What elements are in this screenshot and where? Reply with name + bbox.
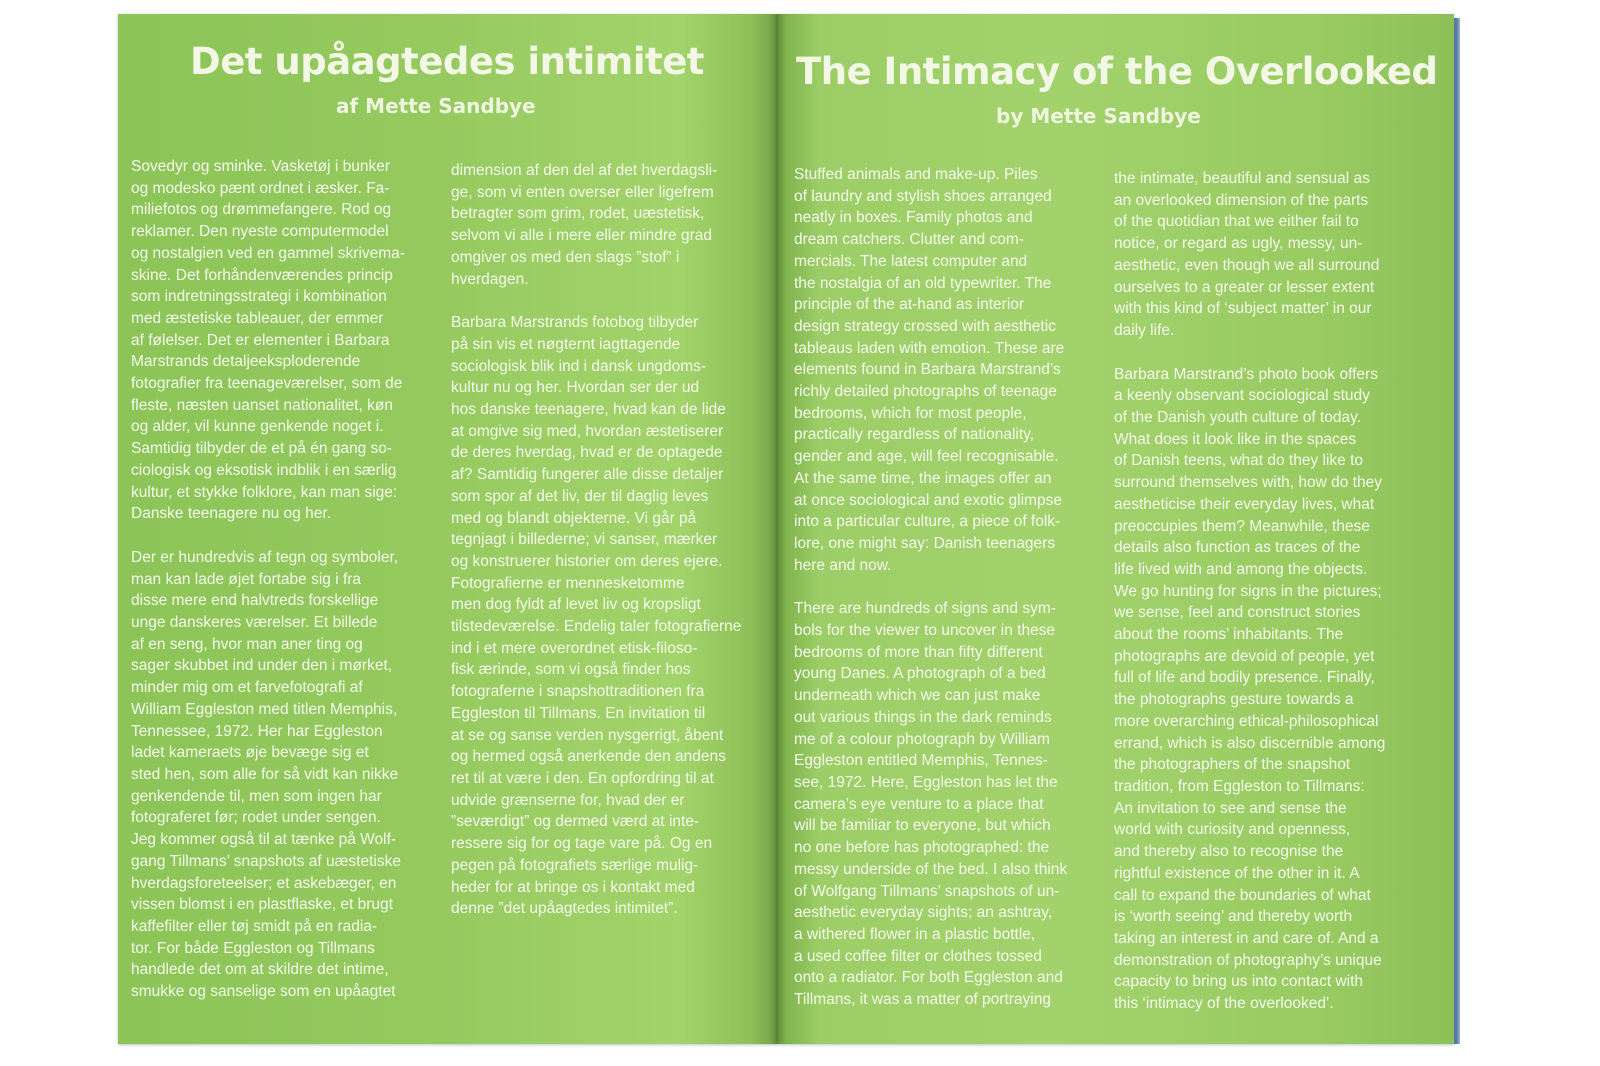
danish-byline: af Mette Sandbye bbox=[336, 94, 536, 118]
english-column-2 bbox=[1114, 168, 1429, 1037]
paragraph: Der er hundredvis af tegn og symboler, man kan lade øjet fortabe sig i fra disse mere end halvtreds forskellige unge danskeres værelser. Et billede af en seng, hvor man aner ting og sager skubbet ind under den i mørket, minder mig om et farvefotografi af William Eggleston med titlen Memphis, Tennessee, 1972. Her har Eggleston ladet kameraets øje bevæge sig et sted hen, som alle for så vidt kan nikke genkendende til, men som ingen har fotograferet før; rodet under sengen. Jeg kommer også til at tænke på Wolf- gang Tillmans’ snapshots af uæstetiske hverdagsforeteelser; et askebæger, en vissen blomst i en plastflaske, et brugt kaffefilter eller tøj smidt på en radia- tor. For både Eggleston og Tillmans handlede det om at skildre det intime, smukke og sanselige som en upåagtet bbox=[131, 548, 401, 1001]
danish-column-2 bbox=[451, 160, 763, 942]
paragraph: the intimate, beautiful and sensual as an overlooked dimension of the parts of the quotidian that we either fail to notice, or regard as ugly, messy, un- aesthetic, even though we all surround ourselves to a greater or lesser extent with this kind of ‘subject matter’ in our daily life. bbox=[1114, 170, 1380, 339]
paragraph: Barbara Marstrands fotobog tilbyder på sin vis et nøgternt iagttagende sociologisk blik ind i dansk ungdoms- kultur nu og her. Hvordan ser der ud hos danske teenagere, hvad kan de lide at omgive sig med, hvordan æstetiserer de deres hverdag, hvad er de optagede af? Samtidig fungerer alle disse detaljer som spor af det liv, der til daglig leves med og blandt objekterne. Vi går på tegnjagt i billederne; vi sanser, mærker og konstruerer historier om deres ejere. Fotografierne er mennesketomme men dog fyldt af levet liv og kropsligt tilstedeværelse. Endelig taler fotografierne ind i et mere overordnet etisk-filoso- fisk ærinde, som vi også finder hos fotograferne i snapshottraditionen fra Eggleston til Tillmans. En invitation til at se og sanse verden nysgerrigt, åbent og hermed også anerkende den andens ret til at være i den. En opfordring til at udvide grænserne for, hvad der er ”seværdigt” og dermed værd at inte- ressere sig for og tage vare på. Og en pegen på fotografiets særlige mulig- heder for at bringe os i kontakt med denne ”det upåagtedes intimitet”. bbox=[451, 314, 742, 918]
paragraph: Sovedyr og sminke. Vasketøj i bunker og modesko pænt ordnet i æsker. Fa- miliefotos og drømmefangere. Rod og reklamer. Den nyeste computermodel og nostalgien ved en gammel skrivema- skine. Det forhåndenværendes princip som indretningsstrategi i kombination med æstetiske tableauer, der emmer af følelser. Det er elementer i Barbara Marstrands detaljeeksploderende fotografier fra teenageværelser, som de fleste, næsten uanset nationalitet, køn og alder, vil kunne genkende noget i. Samtidig tilbyder de et på én gang so- ciologisk og eksotisk indblik i en særlig kultur, et stykke folklore, kan man sige: Danske teenagere nu og her. bbox=[131, 158, 405, 523]
paragraph: Barbara Marstrand’s photo book offers a keenly observant sociological study of the Danish youth culture of today. What does it look like in the spaces of Danish teens, what do they like to surround themselves with, how do they aestheticise their everyday lives, what preoccupies them? Meanwhile, these details also function as traces of the life lived with and among the objects. We go hunting for signs in the pictures; we sense, feel and construct stories about the rooms’ inhabitants. The photographs are devoid of people, yet full of life and bodily presence. Finally, the photographs gesture towards a more overarching ethical-philosophical errand, which is also discernible among the photographers of the snapshot tradition, from Eggleston to Tillmans: An invitation to see and sense the world with curiosity and openness, and thereby also to recognise the rightful existence of the other in it. A call to expand the boundaries of what is ‘worth seeing’ and thereby worth taking an interest in and care of. And a demonstration of photography’s unique capacity to bring us into contact with this ‘intimacy of the overlooked’. bbox=[1114, 365, 1386, 1013]
left-page bbox=[118, 14, 778, 1044]
english-column-1 bbox=[794, 164, 1099, 1033]
danish-title: Det upåagtedes intimitet bbox=[190, 40, 704, 83]
paragraph: There are hundreds of signs and sym- bols for the viewer to uncover in these bedrooms of more than fifty different young Danes. A photograph of a bed underneath which we can just make out various things in the dark reminds me of a colour photograph by William Eggleston entitled Memphis, Tennes- see, 1972. Here, Eggleston has let the camera’s eye venture to a place that will be familiar to everyone, but which no one before has photographed: the messy underside of the bed. I also think of Wolfgang Tillmans’ snapshots of un- aesthetic everyday sights; an ashtray, a withered flower in a plastic bottle, a used coffee filter or clothes tossed onto a radiator. For both Eggleston and Tillmans, it was a matter of portraying bbox=[794, 600, 1068, 1009]
english-byline: by Mette Sandbye bbox=[996, 104, 1201, 128]
right-page bbox=[778, 14, 1454, 1044]
paragraph: dimension af den del af det hverdagsli- ge, som vi enten overser eller ligefrem betragter som grim, rodet, uæstetisk, selvom vi alle i mere eller mindre grad omgiver os med den slags ”stof” i hverdagen. bbox=[451, 162, 718, 288]
paragraph: Stuffed animals and make-up. Piles of laundry and stylish shoes arranged neatly in boxes. Family photos and dream catchers. Clutter and com- mercials. The latest computer and the nostalgia of an old typewriter. The principle of the at-hand as interior design strategy crossed with aesthetic tableaus laden with emotion. These are elements found in Barbara Marstrand’s richly detailed photographs of teenage bedrooms, which for most people, practically regardless of nationality, gender and age, will feel recognisable. At the same time, the images offer an at once sociological and exotic glimpse into a particular culture, a piece of folk- lore, one might say: Danish teenagers here and now. bbox=[794, 166, 1065, 574]
danish-column-1 bbox=[131, 156, 436, 1025]
spine-gutter bbox=[770, 14, 786, 1044]
english-title: The Intimacy of the Overlooked bbox=[796, 50, 1438, 93]
